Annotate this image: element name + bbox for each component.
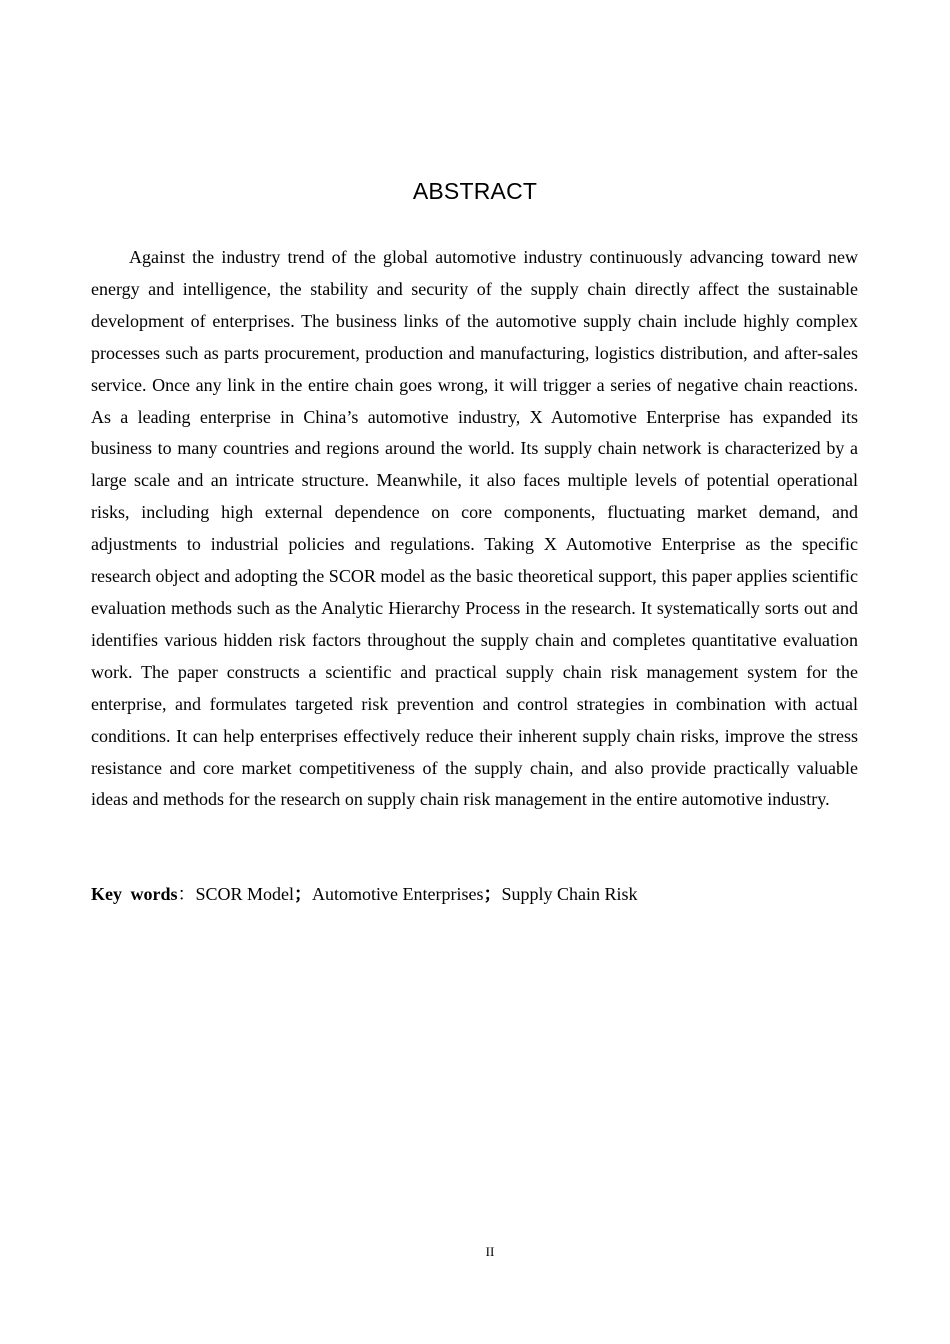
abstract-heading: ABSTRACT [412,178,538,204]
keyword-item: Supply Chain Risk [501,884,638,904]
keywords-line [91,879,858,909]
keyword-item: SCOR Model [195,884,295,904]
page-number: II [485,1244,495,1259]
abstract-paragraph: Against the industry trend of the global automotive industry continuously advancing toward new energy and intelligence, the stability and security of the supply chain directly affect the sustainable development of enterprises. The business links of the automotive supply chain include highly complex processes such as parts procurement, production and manufacturing, logistics distribution, and after-sales service. Once any link in the entire chain goes wrong, it will trigger a series of negative chain reactions. As a leading enterprise in China’s automotive industry, X Automotive Enterprise has expanded its business to many countries and regions around the world. Its supply chain network is characterized by a large scale and an intricate structure. Meanwhile, it also faces multiple levels of potential operational risks, including high external dependence on core components, fluctuating market demand, and adjustments to industrial policies and regulations. Taking X Automotive Enterprise as the specific research object and adopting the SCOR model as the basic theoretical support, this paper applies scientific evaluation methods such as the Analytic Hierarchy Process in the research. It systematically sorts out and identifies various hidden risk factors throughout the supply chain and completes quantitative evaluation work. The paper constructs a scientific and practical supply chain risk management system for the enterprise, and formulates targeted risk prevention and control strategies in combination with actual conditions. It can help enterprises effectively reduce their inherent supply chain risks, improve the stress resistance and core market competitiveness of the supply chain, and also provide practically valuable ideas and methods for the research on supply chain risk management in the entire automotive industry. [91,247,858,810]
keyword-separator: ； [294,884,313,904]
keywords-label-separator: ： [177,884,196,904]
keyword-separator: ； [483,884,502,904]
keyword-item: Automotive Enterprises [312,884,484,904]
keywords-label: Key words [91,884,178,904]
